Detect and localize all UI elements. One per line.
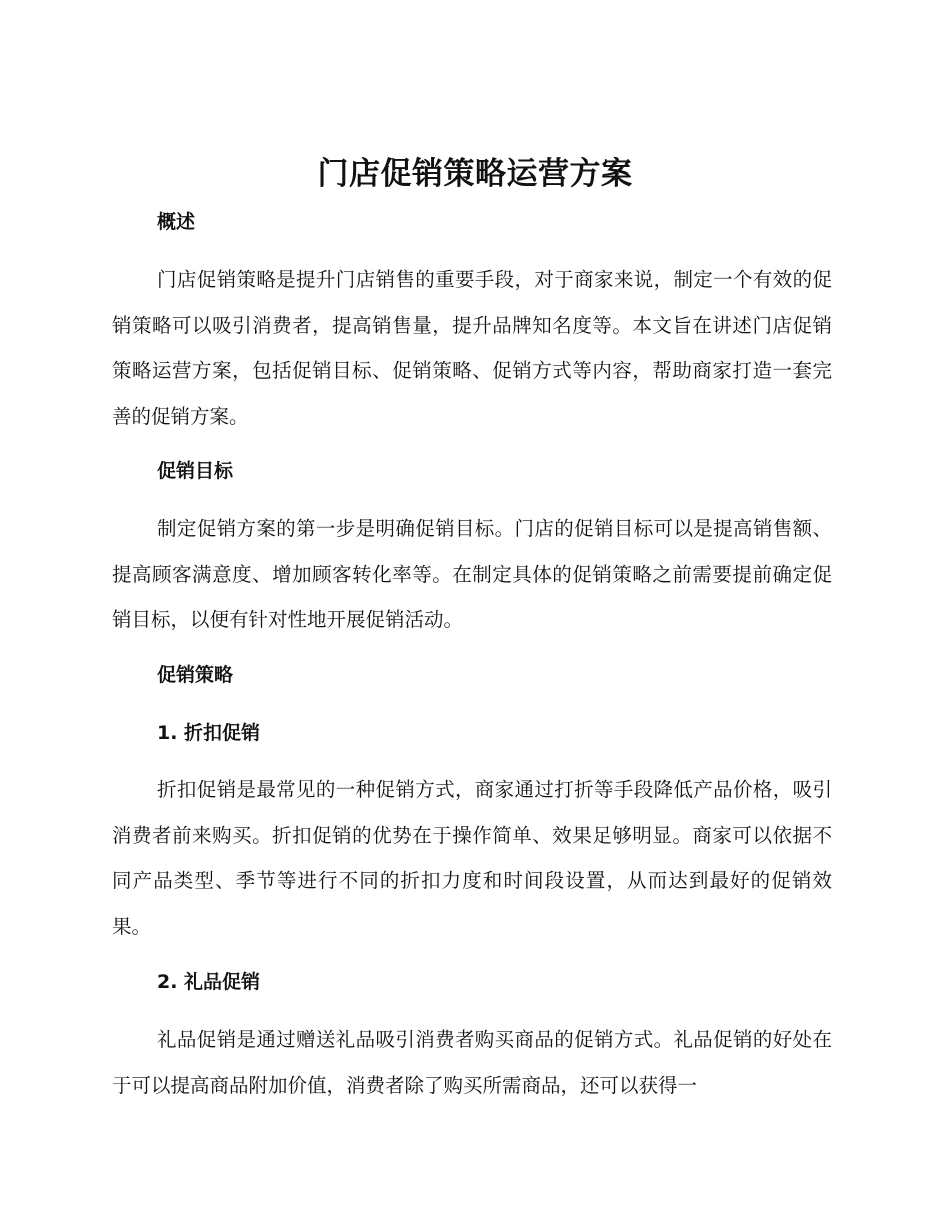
heading-strategy: 促销策略 [157, 664, 234, 686]
paragraph-discount: 折扣促销是最常见的一种促销方式，商家通过打折等手段降低产品价格，吸引消费者前来购买。折扣促销的优势在于操作简单、效果足够明显。商家可以依据不同产品类型、季节等进行不同的折扣力度和时间段设置，从而达到最好的促销效果。 [112, 778, 832, 938]
paragraph-goals: 制定促销方案的第一步是明确促销目标。门店的促销目标可以是提高销售额、提高顾客满意度、增加顾客转化率等。在制定具体的促销策略之前需要提前确定促销目标，以便有针对性地开展促销活动。 [112, 517, 832, 631]
paragraph-gift: 礼品促销是通过赠送礼品吸引消费者购买商品的促销方式。礼品促销的好处在于可以提高商品附加价值，消费者除了购买所需商品，还可以获得一 [112, 1028, 832, 1097]
paragraph-overview: 门店促销策略是提升门店销售的重要手段，对于商家来说，制定一个有效的促销策略可以吸引消费者，提高销售量，提升品牌知名度等。本文旨在讲述门店促销策略运营方案，包括促销目标、促销策略、促销方式等内容，帮助商家打造一套完善的促销方案。 [112, 268, 832, 428]
heading-overview: 概述 [157, 211, 196, 233]
heading-gift: 2. 礼品促销 [157, 971, 261, 993]
heading-discount: 1. 折扣促销 [157, 722, 261, 744]
heading-goals: 促销目标 [157, 460, 234, 482]
document-title: 门店促销策略运营方案 [317, 156, 633, 192]
